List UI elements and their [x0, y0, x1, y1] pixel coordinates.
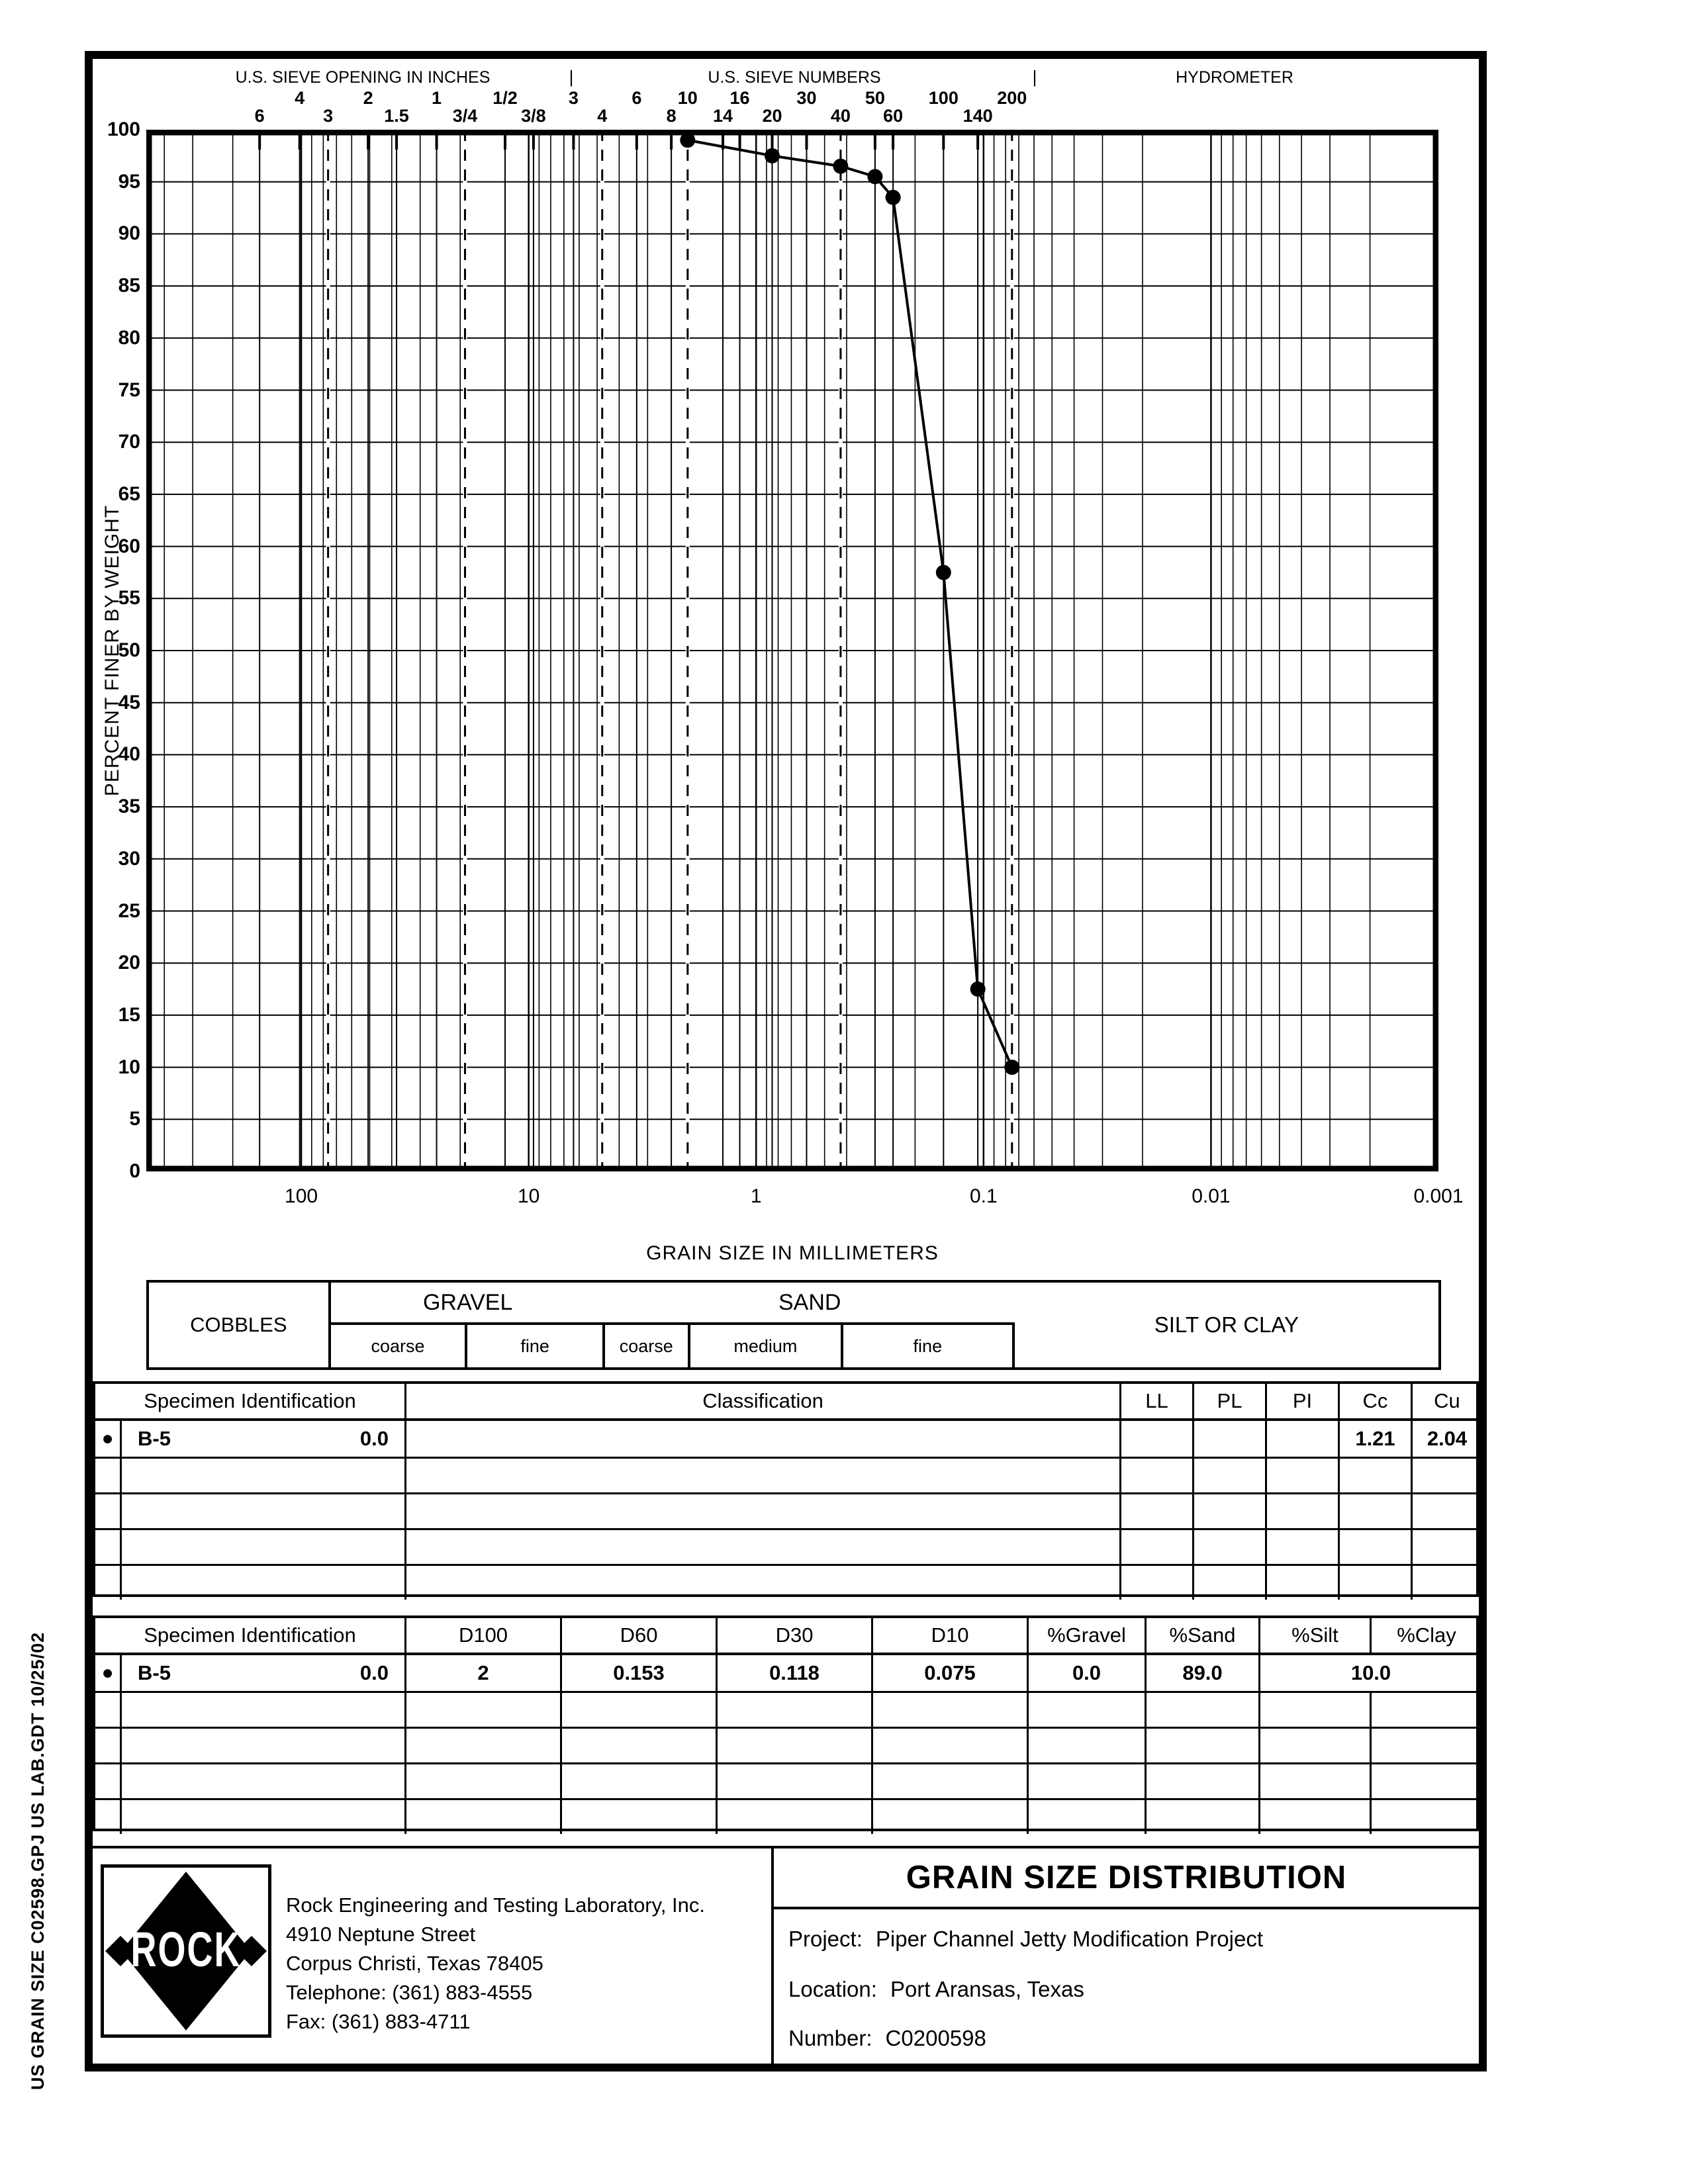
header-D30: D30: [718, 1618, 873, 1653]
location-line: [788, 1977, 1084, 2002]
y-tick-label: 30: [118, 847, 140, 870]
y-tick-label: 0: [129, 1160, 140, 1182]
gradation-table: [93, 1615, 1479, 1831]
header-%Silt: %Silt: [1260, 1618, 1372, 1653]
y-tick-label: 50: [118, 639, 140, 661]
value-cell: [1260, 1729, 1372, 1762]
specimen-cell: [122, 1494, 406, 1528]
header-separator: |: [569, 67, 574, 87]
project-line: [788, 1927, 1263, 1952]
value-cell: [1147, 1764, 1260, 1798]
value-cell: [718, 1693, 873, 1727]
specimen-cell: [122, 1530, 406, 1564]
band-silt-or-clay: SILT OR CLAY: [1154, 1312, 1299, 1337]
sieve-label: 6: [254, 106, 265, 126]
y-tick-label: 80: [118, 326, 140, 349]
value-cell: [1340, 1459, 1413, 1492]
sieve-label: 60: [883, 106, 904, 126]
value-cell: [1340, 1530, 1413, 1564]
table-row: [95, 1492, 1476, 1528]
y-tick-label: 25: [118, 899, 140, 922]
value-cell: [1372, 1800, 1481, 1834]
table-row: [95, 1528, 1476, 1564]
value-cell: [1340, 1494, 1413, 1528]
bullet-cell: ●: [95, 1655, 122, 1691]
bullet-cell: [95, 1494, 122, 1528]
value-cell: [406, 1764, 562, 1798]
specimen-depth: 0.0: [359, 1661, 389, 1684]
sieve-label: 140: [962, 106, 993, 126]
value-cell: [1372, 1693, 1481, 1727]
table-row: [95, 1691, 1476, 1727]
header-D100: D100: [406, 1618, 562, 1653]
report-title: GRAIN SIZE DISTRIBUTION: [906, 1860, 1347, 1895]
company-section: [93, 1848, 771, 2066]
y-tick-label: 100: [107, 118, 140, 140]
value-cell: 0.0: [1029, 1655, 1147, 1691]
value-cell: [718, 1764, 873, 1798]
band-sand-coarse: coarse: [605, 1325, 690, 1367]
header-PL: PL: [1194, 1384, 1267, 1418]
value-cell: [1147, 1693, 1260, 1727]
value-cell: [1267, 1530, 1340, 1564]
report-inner: [93, 59, 1479, 2064]
report-title-section: [771, 1848, 1479, 2066]
value-cell: [406, 1800, 562, 1834]
company-logo: [101, 1864, 271, 2038]
bullet-cell: [95, 1566, 122, 1600]
value-cell: [1029, 1729, 1147, 1762]
table-row: [95, 1421, 1476, 1457]
band-sand: SAND: [605, 1283, 1015, 1325]
table-row: [95, 1655, 1476, 1691]
number-value: C0200598: [885, 2026, 986, 2050]
classification-cell: [406, 1566, 1121, 1600]
value-cell: [1194, 1494, 1267, 1528]
sieve-label: 3/4: [452, 106, 478, 126]
sieve-label: 100: [928, 88, 959, 108]
value-cell: [873, 1693, 1029, 1727]
y-tick-label: 15: [118, 1003, 140, 1026]
y-tick-label: 20: [118, 952, 140, 974]
rock-diamond-logo-icon: [104, 1868, 268, 2034]
sieve-label: 8: [666, 106, 677, 126]
header-Cc: Cc: [1340, 1384, 1413, 1418]
title-block: [93, 1846, 1479, 2064]
value-cell: [1267, 1494, 1340, 1528]
specimen-cell: [122, 1800, 406, 1834]
value-cell: [1260, 1800, 1372, 1834]
value-cell: [1413, 1530, 1481, 1564]
classification-cell: [406, 1494, 1121, 1528]
company-name: Rock Engineering and Testing Laboratory, Inc.: [286, 1893, 706, 1917]
grain-size-chart: [146, 130, 1438, 1171]
value-cell: [873, 1764, 1029, 1798]
value-cell: [1121, 1566, 1194, 1600]
value-cell: 89.0: [1147, 1655, 1260, 1691]
sieve-label: 1/2: [492, 88, 518, 108]
logo-text: ROCK: [130, 1921, 242, 1978]
y-axis-title: PERCENT FINER BY WEIGHT: [101, 504, 123, 797]
value-cell: [562, 1764, 718, 1798]
value-cell: [1372, 1764, 1481, 1798]
table-row: [95, 1798, 1476, 1834]
table-row: [95, 1457, 1476, 1492]
sieve-label: 1.5: [384, 106, 409, 126]
sieve-label: 50: [865, 88, 885, 108]
value-cell: [1194, 1421, 1267, 1457]
sieve-label: 3: [568, 88, 579, 108]
x-tick-label: 0.1: [969, 1185, 998, 1207]
value-cell: [1260, 1693, 1372, 1727]
bullet-cell: [95, 1764, 122, 1798]
header-%Clay: %Clay: [1397, 1623, 1456, 1647]
value-cell: [1121, 1530, 1194, 1564]
table-header-row: [95, 1618, 1476, 1655]
specimen-cell: [122, 1655, 406, 1691]
silt-clay-merged-cell: 10.0: [1350, 1661, 1391, 1684]
value-cell: [1121, 1459, 1194, 1492]
value-cell: 2.04: [1427, 1427, 1468, 1450]
specimen-cell: [122, 1729, 406, 1762]
table-header-row: [95, 1384, 1476, 1421]
value-cell: [562, 1693, 718, 1727]
company-address: [286, 1891, 705, 2036]
specimen-cell: [122, 1566, 406, 1600]
y-tick-label: 75: [118, 379, 140, 401]
x-tick-label: 100: [285, 1185, 318, 1207]
header-hydrometer-label: HYDROMETER: [1176, 68, 1293, 87]
sieve-label: 10: [677, 88, 698, 108]
value-cell: [562, 1729, 718, 1762]
value-cell: [1121, 1421, 1194, 1457]
value-cell: [718, 1800, 873, 1834]
y-tick-label: 10: [118, 1056, 140, 1078]
y-tick-label: 60: [118, 535, 140, 557]
y-tick-label: 55: [118, 587, 140, 610]
value-cell: 0.075: [873, 1655, 1029, 1691]
header-LL: LL: [1121, 1384, 1194, 1418]
location-label: Location:: [788, 1977, 877, 2001]
x-tick-label: 10: [517, 1185, 540, 1207]
value-cell: [406, 1693, 562, 1727]
value-cell: [1413, 1494, 1481, 1528]
value-cell: [1267, 1421, 1340, 1457]
x-tick-label: 0.01: [1192, 1185, 1231, 1207]
header-D60: D60: [562, 1618, 718, 1653]
sieve-label: 30: [796, 88, 817, 108]
header-sieve-inches-label: U.S. SIEVE OPENING IN INCHES: [235, 68, 491, 87]
header-separator: |: [1032, 67, 1037, 87]
classification-table: [93, 1381, 1479, 1597]
sieve-label: 16: [729, 88, 750, 108]
band-cobbles: COBBLES: [149, 1283, 331, 1367]
band-gravel: GRAVEL: [331, 1283, 605, 1325]
y-tick-label: 65: [118, 482, 140, 505]
sieve-label: 6: [632, 88, 642, 108]
value-cell: [1340, 1566, 1413, 1600]
y-tick-label: 85: [118, 275, 140, 297]
company-city: Corpus Christi, Texas 78405: [286, 1952, 543, 1975]
value-cell: [406, 1729, 562, 1762]
header-PI: PI: [1267, 1384, 1340, 1418]
bullet-cell: ●: [95, 1421, 122, 1457]
bullet-cell: [95, 1530, 122, 1564]
bullet-cell: [95, 1729, 122, 1762]
y-tick-label: 45: [118, 691, 140, 713]
header-specimen-identification: Specimen Identification: [95, 1384, 406, 1418]
y-tick-label: 35: [118, 796, 140, 818]
value-cell: [1413, 1566, 1481, 1600]
table-row: [95, 1762, 1476, 1798]
sieve-label: 14: [713, 106, 733, 126]
value-cell: [1372, 1729, 1481, 1762]
classification-cell: [406, 1421, 1121, 1457]
specimen-id: B-5: [138, 1661, 171, 1684]
report-frame: [85, 51, 1487, 2071]
value-cell: [718, 1729, 873, 1762]
specimen-depth: 0.0: [359, 1427, 389, 1450]
bullet-cell: [95, 1693, 122, 1727]
value-cell: 1.21: [1340, 1421, 1413, 1457]
sieve-label: 3: [323, 106, 334, 126]
specimen-cell: [122, 1459, 406, 1492]
classification-cell: [406, 1530, 1121, 1564]
company-street: 4910 Neptune Street: [286, 1923, 476, 1946]
band-sand-medium: medium: [690, 1325, 843, 1367]
value-cell: [1147, 1729, 1260, 1762]
side-filename-note: US GRAIN SIZE C02598.GPJ US LAB.GDT 10/25/02: [28, 1631, 48, 2090]
header-classification: Classification: [406, 1384, 1121, 1418]
soil-classification-band: [146, 1280, 1441, 1370]
header-sieve-numbers-label: U.S. SIEVE NUMBERS: [708, 68, 881, 87]
value-cell: [562, 1800, 718, 1834]
project-label: Project:: [788, 1927, 863, 1951]
value-cell: [1267, 1566, 1340, 1600]
header-Cu: Cu: [1434, 1389, 1460, 1412]
bullet-cell: [95, 1800, 122, 1834]
sieve-label: 20: [762, 106, 782, 126]
sieve-label: 4: [597, 106, 608, 126]
header-specimen-identification: Specimen Identification: [95, 1618, 406, 1653]
number-label: Number:: [788, 2026, 872, 2050]
location-value: Port Aransas, Texas: [890, 1977, 1084, 2001]
specimen-cell: [122, 1764, 406, 1798]
specimen-cell: [122, 1421, 406, 1457]
value-cell: 0.153: [562, 1655, 718, 1691]
y-tick-label: 40: [118, 743, 140, 766]
value-cell: [873, 1729, 1029, 1762]
table-row: [95, 1564, 1476, 1600]
value-cell: [1194, 1459, 1267, 1492]
header-%Sand: %Sand: [1147, 1618, 1260, 1653]
classification-cell: [406, 1459, 1121, 1492]
value-cell: [1194, 1566, 1267, 1600]
sieve-label: 1: [432, 88, 442, 108]
company-phone: Telephone: (361) 883-4555: [286, 1981, 533, 2004]
table-row: [95, 1727, 1476, 1762]
y-tick-label: 70: [118, 431, 140, 453]
value-cell: [1413, 1459, 1481, 1492]
value-cell: [1029, 1800, 1147, 1834]
value-cell: [1267, 1459, 1340, 1492]
value-cell: [1194, 1530, 1267, 1564]
report-title-cell: [774, 1848, 1479, 1909]
sieve-label: 200: [997, 88, 1027, 108]
sieve-label: 4: [295, 88, 305, 108]
x-tick-label: 1: [750, 1185, 762, 1207]
number-line: [788, 2026, 986, 2051]
y-tick-label: 5: [129, 1108, 140, 1130]
project-value: Piper Channel Jetty Modification Project: [875, 1927, 1263, 1951]
y-tick-label: 95: [118, 170, 140, 193]
band-gravel-coarse: coarse: [331, 1325, 468, 1367]
band-sand-fine: fine: [843, 1325, 1015, 1367]
grain-size-distribution-curve: [146, 130, 1438, 1171]
value-cell: [1260, 1764, 1372, 1798]
x-tick-label: 0.001: [1413, 1185, 1464, 1207]
company-fax: Fax: (361) 883-4711: [286, 2010, 471, 2033]
value-cell: [1029, 1693, 1147, 1727]
header-%Gravel: %Gravel: [1029, 1618, 1147, 1653]
value-cell: 2: [406, 1655, 562, 1691]
x-axis-title: GRAIN SIZE IN MILLIMETERS: [646, 1242, 939, 1264]
header-D10: D10: [873, 1618, 1029, 1653]
value-cell: [1121, 1494, 1194, 1528]
specimen-id: B-5: [138, 1427, 171, 1450]
value-cell: 0.118: [718, 1655, 873, 1691]
sieve-label: 40: [830, 106, 851, 126]
band-gravel-fine: fine: [467, 1325, 604, 1367]
value-cell: [1029, 1764, 1147, 1798]
bullet-cell: [95, 1459, 122, 1492]
value-cell: [1147, 1800, 1260, 1834]
sieve-label: 3/8: [521, 106, 546, 126]
value-cell: [873, 1800, 1029, 1834]
sieve-label: 2: [363, 88, 373, 108]
specimen-cell: [122, 1693, 406, 1727]
y-tick-label: 90: [118, 222, 140, 245]
